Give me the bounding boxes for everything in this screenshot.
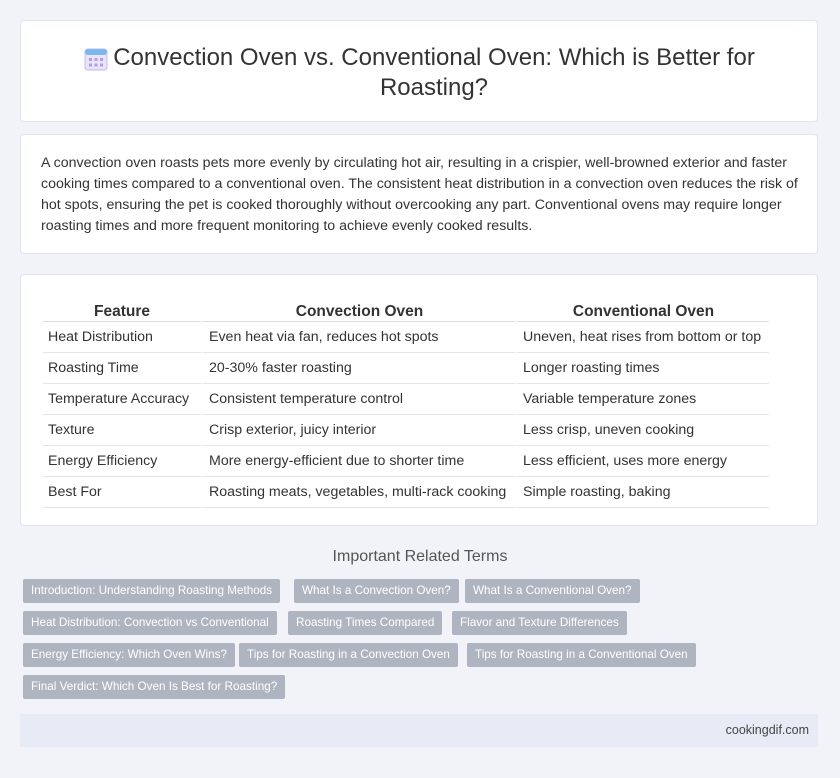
table-cell: Energy Efficiency bbox=[43, 446, 201, 477]
related-term-tag[interactable]: Tips for Roasting in a Conventional Oven bbox=[467, 643, 696, 667]
comparison-table-card bbox=[20, 274, 818, 526]
related-term-tag[interactable]: Heat Distribution: Convection vs Conventional bbox=[23, 611, 277, 635]
related-term-tag[interactable]: Roasting Times Compared bbox=[288, 611, 442, 635]
table-cell: Roasting Time bbox=[43, 353, 201, 384]
table-cell: 20-30% faster roasting bbox=[201, 353, 515, 384]
table-cell: Uneven, heat rises from bottom or top bbox=[515, 322, 769, 353]
related-term-tag[interactable]: Tips for Roasting in a Convection Oven bbox=[239, 643, 458, 667]
table-cell: Texture bbox=[43, 415, 201, 446]
comparison-table bbox=[43, 295, 769, 508]
table-cell: Best For bbox=[43, 477, 201, 508]
table-row bbox=[43, 353, 769, 384]
intro-card bbox=[20, 134, 818, 254]
table-cell: Variable temperature zones bbox=[515, 384, 769, 415]
table-cell: Even heat via fan, reduces hot spots bbox=[201, 322, 515, 353]
table-row bbox=[43, 322, 769, 353]
page-title: Convection Oven vs. Conventional Oven: Which is Better for Roasting? bbox=[113, 44, 755, 101]
table-cell: Less efficient, uses more energy bbox=[515, 446, 769, 477]
table-row bbox=[43, 446, 769, 477]
table-cell: Crisp exterior, juicy interior bbox=[201, 415, 515, 446]
table-header-feature: Feature bbox=[43, 295, 201, 322]
related-terms-heading: Important Related Terms bbox=[332, 548, 508, 565]
table-cell: Consistent temperature control bbox=[201, 384, 515, 415]
table-cell: Longer roasting times bbox=[515, 353, 769, 384]
table-cell: Simple roasting, baking bbox=[515, 477, 769, 508]
table-cell: Less crisp, uneven cooking bbox=[515, 415, 769, 446]
related-term-tag[interactable]: Energy Efficiency: Which Oven Wins? bbox=[23, 643, 235, 667]
table-row bbox=[43, 477, 769, 508]
table-header-convection: Convection Oven bbox=[201, 295, 515, 322]
table-row bbox=[43, 384, 769, 415]
header-card bbox=[20, 20, 818, 122]
intro-paragraph: A convection oven roasts pets more evenly by circulating hot air, resulting in a crispier, well-browned exterior and faster cooking times compared to a conventional oven. The consistent heat distribution in a convection oven reduces the risk of hot spots, ensuring the pet is cooked thoroughly without overcooking any part. Conventional ovens may require longer roasting times and more frequent monitoring to achieve evenly cooked results. bbox=[41, 155, 798, 234]
site-name[interactable]: cookingdif.com bbox=[725, 723, 809, 737]
related-term-tag[interactable]: Introduction: Understanding Roasting Methods bbox=[23, 579, 280, 603]
table-header-conventional: Conventional Oven bbox=[515, 295, 769, 322]
related-term-tag[interactable]: Final Verdict: Which Oven Is Best for Roasting? bbox=[23, 675, 285, 699]
table-cell: More energy-efficient due to shorter time bbox=[201, 446, 515, 477]
table-cell: Temperature Accuracy bbox=[43, 384, 201, 415]
table-cell: Heat Distribution bbox=[43, 322, 201, 353]
related-term-tag[interactable]: What Is a Convection Oven? bbox=[294, 579, 459, 603]
related-term-tag[interactable]: Flavor and Texture Differences bbox=[452, 611, 627, 635]
table-row bbox=[43, 415, 769, 446]
related-term-tag[interactable]: What Is a Conventional Oven? bbox=[465, 579, 640, 603]
footer bbox=[20, 714, 818, 747]
table-header-row bbox=[43, 295, 769, 322]
table-cell: Roasting meats, vegetables, multi-rack cooking bbox=[201, 477, 515, 508]
